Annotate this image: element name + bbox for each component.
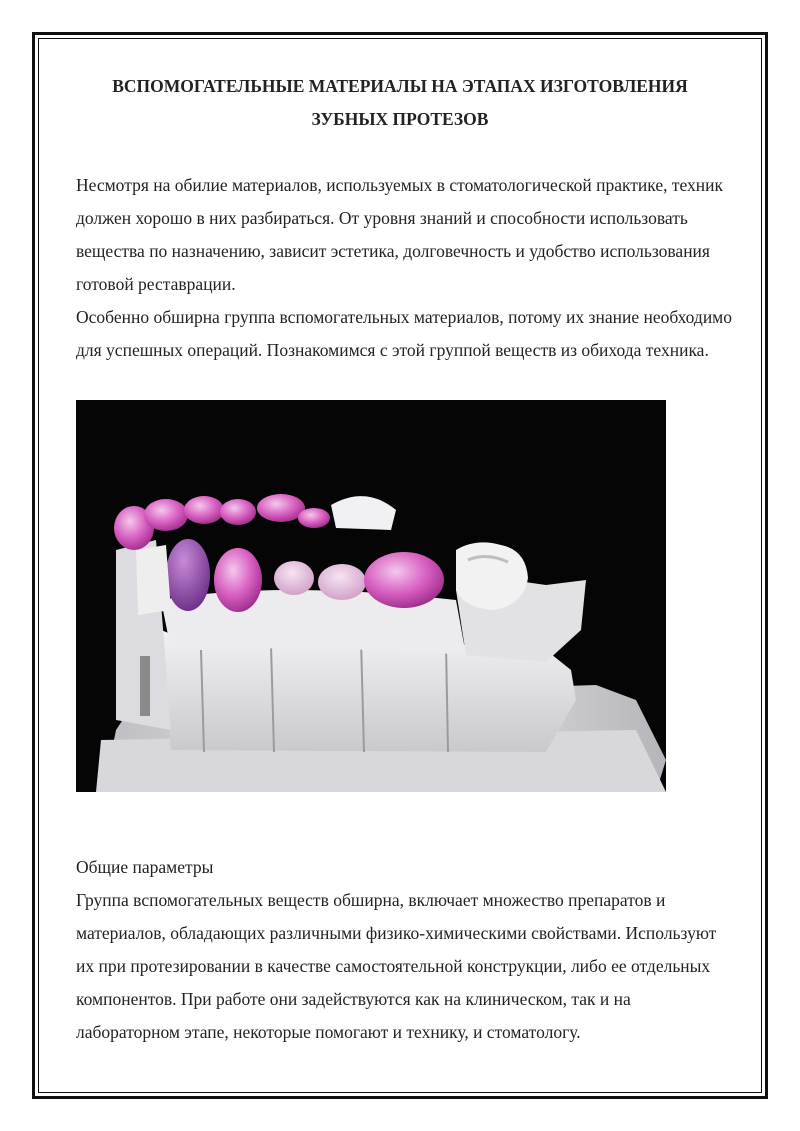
dental-model-illustration <box>76 400 666 792</box>
dental-model-photo <box>76 400 666 792</box>
section-heading: Общие параметры <box>76 857 214 877</box>
document-title: ВСПОМОГАТЕЛЬНЫЕ МАТЕРИАЛЫ НА ЭТАПАХ ИЗГОТОВЛЕНИЯ ЗУБНЫХ ПРОТЕЗОВ <box>112 76 688 129</box>
general-parameters-section <box>76 851 736 1049</box>
intro-paragraph-1: Несмотря на обилие материалов, используемых в стоматологической практике, техник должен хорошо в них разбираться. От уровня знаний и способности использовать вещества по назначению, зависит эстетика, долговечность и удобство использования готовой реставрации. <box>76 175 724 294</box>
intro-section <box>76 169 736 367</box>
section-paragraph: Группа вспомогательных веществ обширна, включает множество препаратов и материалов, обладающих различными физико-химическими свойствами. Используют их при протезировании в качестве самостоятельной конструкции, либо ее отдельных компонентов. При работе они задействуются как на клиническом, так и на лабораторном этапе, некоторые помогают и технику, и стоматологу. <box>76 890 717 1042</box>
intro-paragraph-2: Особенно обширна группа вспомогательных материалов, потому их знание необходимо для успешных операций. Познакомимся с этой группой веществ из обихода техника. <box>76 307 733 360</box>
